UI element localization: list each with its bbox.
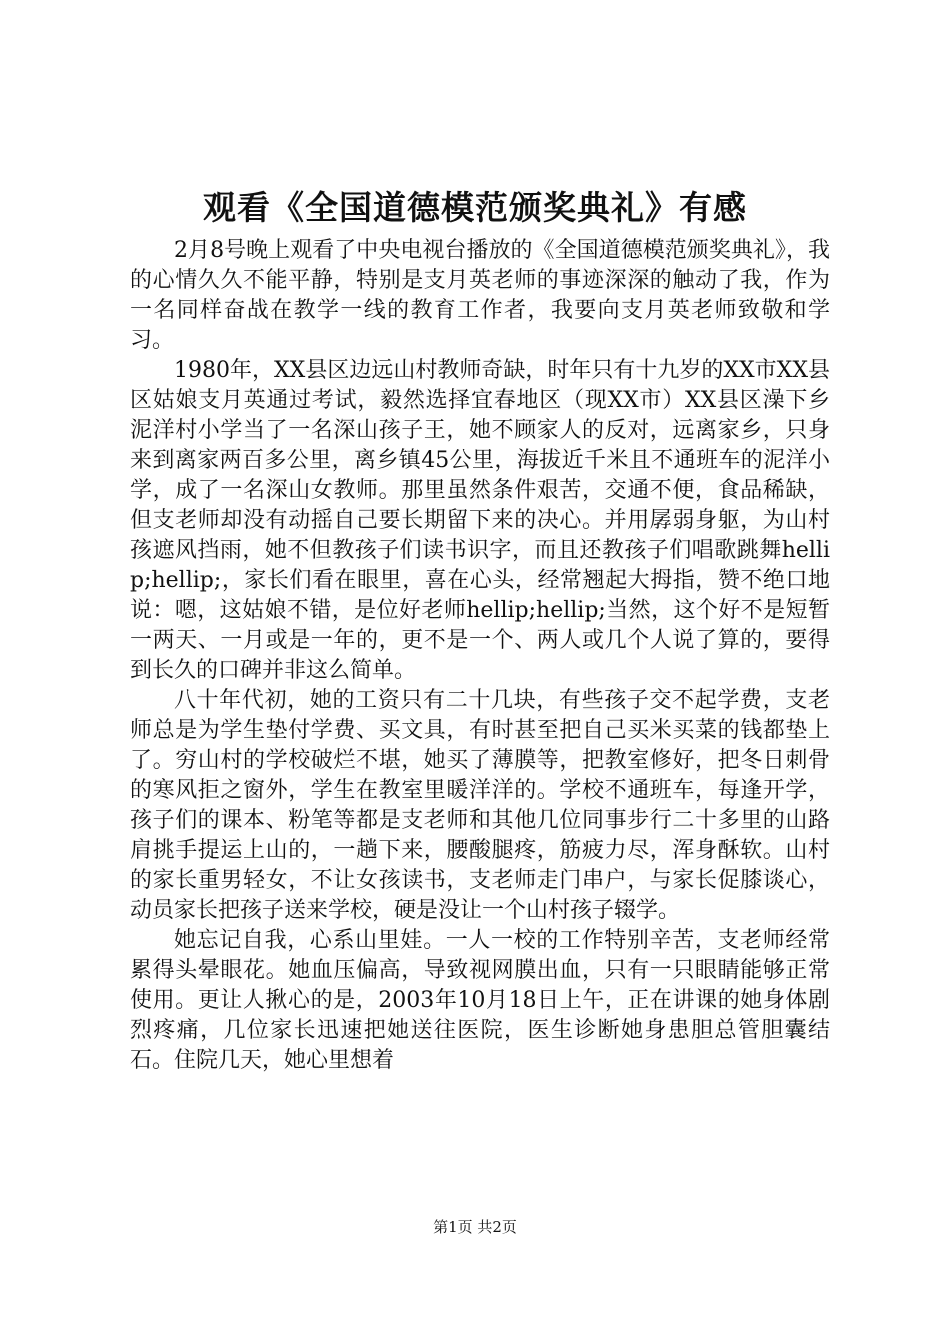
- paragraph-2: 1980年，XX县区边远山村教师奇缺，时年只有十九岁的XX市XX县区姑娘支月英通过考试，毅然选择宜春地区（现XX市）XX县区澡下乡泥洋村小学当了一名深山孩子王，她不顾家人的反对，远离家乡，只身来到离家两百多公里，离乡镇45公里，海拔近千米且不通班车的泥洋小学，成了一名深山女教师。那里虽然条件艰苦，交通不便，食品稀缺，但支老师却没有动摇自己要长期留下来的决心。并用孱弱身躯，为山村孩遮风挡雨，她不但教孩子们读书识字，而且还教孩子们唱歌跳舞hellip;hellip;，家长们看在眼里，喜在心头，经常翘起大拇指，赞不绝口地说：嗯，这姑娘不错，是位好老师hellip;hellip;当然，这个好不是短暂一两天、一月或是一年的，更不是一个、两人或几个人说了算的，要得到长久的口碑并非这么简单。: [130, 358, 830, 683]
- document-title: 观看《全国道德模范颁奖典礼》有感: [203, 188, 747, 227]
- paragraph-4: 她忘记自我，心系山里娃。一人一校的工作特别辛苦，支老师经常累得头晕眼花。她血压偏高，导致视网膜出血，只有一只眼睛能够正常使用。更让人揪心的是，2003年10月18日上午，正在讲课的她身体剧烈疼痛，几位家长迅速把她送往医院，医生诊断她身患胆总管胆囊结石。住院几天，她心里想着: [130, 928, 830, 1073]
- document-body: [130, 236, 830, 1076]
- page-footer: 第1页 共2页: [433, 1218, 517, 1236]
- paragraph-1: 2月8号晚上观看了中央电视台播放的《全国道德模范颁奖典礼》，我的心情久久不能平静，特别是支月英老师的事迹深深的触动了我，作为一名同样奋战在教学一线的教育工作者，我要向支月英老师致敬和学习。: [130, 238, 830, 353]
- paragraph-3: 八十年代初，她的工资只有二十几块，有些孩子交不起学费，支老师总是为学生垫付学费、买文具，有时甚至把自己买米买菜的钱都垫上了。穷山村的学校破烂不堪，她买了薄膜等，把教室修好，把冬日刺骨的寒风拒之窗外，学生在教室里暖洋洋的。学校不通班车，每逢开学，孩子们的课本、粉笔等都是支老师和其他几位同事步行二十多里的山路肩挑手提运上山的，一趟下来，腰酸腿疼，筋疲力尽，浑身酥软。山村的家长重男轻女，不让女孩读书，支老师走门串户，与家长促膝谈心，动员家长把孩子送来学校，硬是没让一个山村孩子辍学。: [130, 688, 830, 923]
